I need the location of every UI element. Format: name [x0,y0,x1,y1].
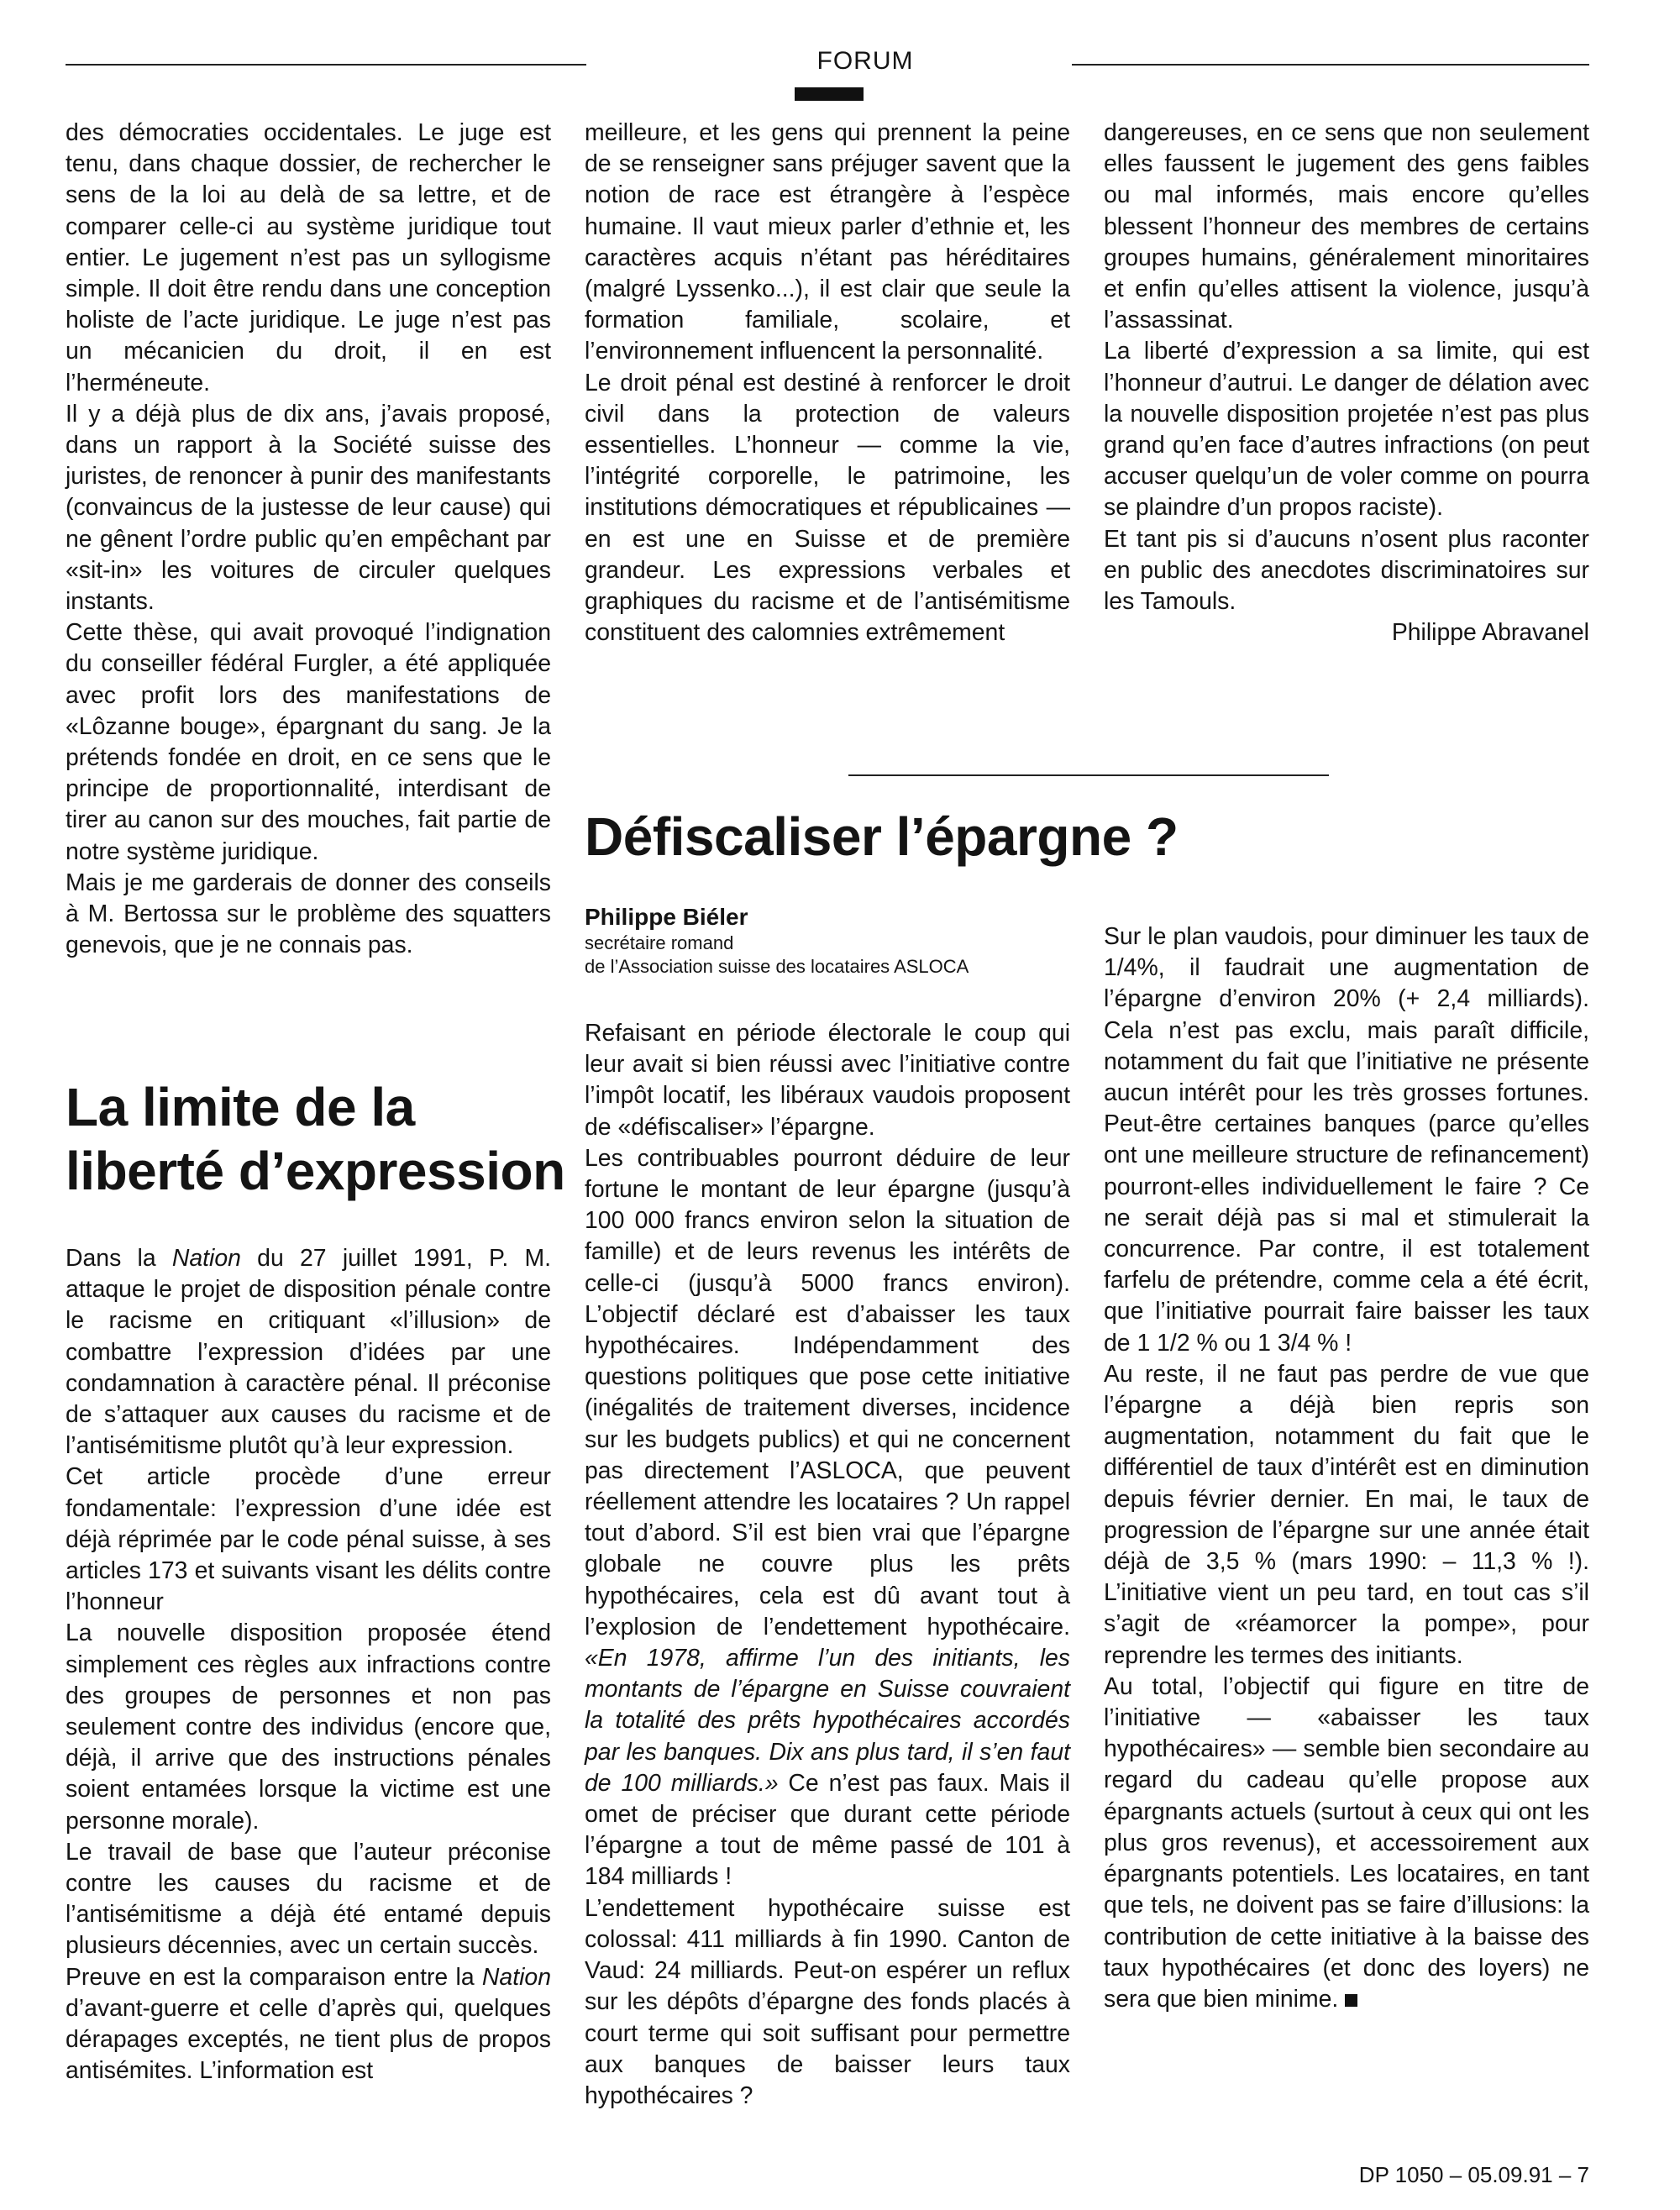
article1-col2 [585,118,1070,648]
author-organization: de l’Association suisse des locataires ASLOCA [585,956,969,977]
author-role: secrétaire romand [585,932,734,953]
paragraph: Preuve en est la comparaison entre la Nation d’avant-guerre et celle d’après qui, quelques dérapages exceptés, ne tient plus de propos antisémites. L’information est [66,1963,551,2085]
paragraph: Le travail de base que l’auteur préconise contre les causes du racisme et de l’antisémitisme a déjà été entamé depuis plusieurs décennies, avec un certain succès. [66,1838,551,1960]
paragraph: meilleure, et les gens qui prennent la peine de se renseigner sans préjuger savent que la notion de race est étrangère à l’espèce humaine. Il vaut mieux parler d’ethnie et, les caractères acquis n’étant pas héréditaires (malgré Lyssenko...), il est clair que seule la formation familiale, scolaire, et l’environnement influencent la personnalité. [585,119,1070,365]
paragraph: Refaisant en période électorale le coup qui leur avait si bien réussi avec l’initiative contre l’impôt locatif, les libéraux vaudois proposent de «défiscaliser» l’épargne. [585,1020,1070,1141]
paragraph: des démocraties occidentales. Le juge est tenu, dans chaque dossier, de rechercher le sens de la loi au delà de sa lettre, et de comparer celle-ci au système juridique tout entier. Le jugement n’est pas un syllogisme simple. Il doit être rendu dans une conception holiste de l’acte juridique. Le juge n’est pas un mécanicien du droit, il en est l’herméneute. [66,119,551,396]
paragraph: Au total, l’objectif qui figure en titre de l’initiative — «abaisser les taux hypothécaires» — semble bien secondaire au regard du cadeau qu’elle propose aux épargnants actuels (surtout à ceux qui ont les plus gros revenus), et accessoirement aux épargnants potentiels. Les locataires, en tant que tels, ne doivent pas se faire d’illusions: la contribution de cette initiative à la baisse des taux hypothécaires (et donc des loyers) ne sera que bien minime. [1104,1672,1589,2013]
paragraph: Dans la Nation du 27 juillet 1991, P. M. attaque le projet de disposition pénale contre le racisme en critiquant «l’illusion» de combattre l’expression d’idées par une condamnation à caractère pénal. Il préconise de s’attaquer aux causes du racisme et de l’antisémitisme plutôt qu’à leur expression. [66,1245,551,1460]
paragraph: La nouvelle disposition proposée étend simplement ces règles aux infractions contre des groupes de personnes et non pas seulement contre des individus (encore que, déjà, il arrive que des instructions pénales soient entamées lorsque la victime est une personne morale). [66,1619,551,1835]
article2-title: Défiscaliser l’épargne ? [585,806,1179,867]
end-mark [1345,1994,1357,2007]
paragraph: Et tant pis si d’aucuns n’osent plus raconter en public des anecdotes discriminatoires sur les Tamouls. [1104,525,1589,616]
paragraph: Au reste, il ne faut pas perdre de vue que l’épargne a déjà bien repris son augmentation, notamment du fait que le différentiel de taux d’intérêt est en diminution depuis février dernier. En mai, le taux de progression de l’épargne sur une année était déjà de 3,5 % (mars 1990: – 11,3 % !). L’initiative vient un peu tard, en tout cas s’il s’agit de «réamorcer la pompe», pour reprendre les termes des initiants. [1104,1360,1589,1669]
article2-divider [848,774,1329,776]
paragraph: Cet article procède d’une erreur fondamentale: l’expression d’une idée est déjà réprimée par le code pénal suisse, à ses articles 173 et suivants visant les délits contre l’honneur [66,1463,551,1616]
header-rule-right [1072,64,1589,66]
header-rule-left [66,64,586,66]
paragraph: Cette thèse, qui avait provoqué l’indignation du conseiller fédéral Furgler, a été appliquée avec profit lors des manifestations de «Lôzanne bouge», épargnant du sang. Je la prétends fondée en droit, en ce sens que le principe de proportionnalité, interdisant de tirer au canon sur des mouches, fait partie de notre système juridique. [66,619,551,865]
author-name: Philippe Biéler [585,904,748,930]
article2-byline [585,903,1070,979]
quote: «En 1978, affirme l’un des initiants, les montants de l’épargne en Suisse couvraient la totalité des prêts hypothécaires accordés par les banques. Dix ans plus tard, il s’en faut de 100 milliards.» [585,1645,1070,1797]
article2-col3 [1104,921,1589,2015]
section-label: FORUM [816,47,914,75]
header-marker [795,87,864,101]
paragraph: dangereuses, en ce sens que non seulement elles faussent le jugement des gens faibles ou mal informés, mais encore qu’elles blessent l’honneur des membres de certains groupes humains, généralement minoritaires et enfin qu’elles attisent la violence, jusqu’à l’assassinat. [1104,119,1589,334]
article2-col2 [585,1018,1070,2112]
page-footer: DP 1050 – 05.09.91 – 7 [1358,2162,1589,2187]
article1-title: La limite de la liberté d’expression [66,1077,565,1201]
paragraph: Mais je me garderais de donner des conseils à M. Bertossa sur le problème des squatters genevois, que je ne connais pas. [66,869,551,959]
article1-col3 [1104,118,1589,648]
paragraph: Il y a déjà plus de dix ans, j’avais proposé, dans un rapport à la Société suisse des juristes, de renoncer à punir des manifestants (convaincus de la justesse de leur cause) qui ne gênent l’ordre public qu’en empêchant par «sit-in» les voitures de circuler quelques instants. [66,400,551,616]
article1-col1-top [66,118,551,961]
paragraph: Les contribuables pourront déduire de leur fortune le montant de leur épargne (jusqu’à 100 000 francs environ selon la situation de famille) et de leurs revenus les intérêts de celle-ci (jusqu’à 5000 francs environ). L’objectif déclaré est d’abaisser les taux hypothécaires. Indépendamment des questions politiques que pose cette initiative (inégalités de traitement diverses, incidence sur les budgets publics) et qui ne concernent pas directement l’ASLOCA, que peuvent réellement attendre les locataires ? Un rappel tout d’abord. S’il est bien vrai que l’épargne globale ne couvre plus les prêts hypothécaires, cela est dû avant tout à l’explosion de l’endettement hypothécaire. «En 1978, affirme l’un des initiants, les montants de l’épargne en Suisse couvraient la totalité des prêts hypothécaires accordés par les banques. Dix ans plus tard, il s’en faut de 100 milliards.» Ce n’est pas faux. Mais il omet de préciser que durant cette période l’épargne a tout de même passé de 101 à 184 milliards ! [585,1144,1070,1891]
paragraph: La liberté d’expression a sa limite, qui est l’honneur d’autrui. Le danger de délation avec la nouvelle disposition projetée n’est pas plus grand qu’en face d’autres infractions (on peut accuser quelqu’un de voler comme on pourra se plaindre d’un propos raciste). [1104,338,1589,522]
paragraph: L’endettement hypothécaire suisse est colossal: 411 milliards à fin 1990. Canton de Vaud: 24 milliards. Peut-on espérer un reflux sur les dépôts d’épargne des fonds placés à court terme qui soit suffisant pour permettre aux banques de baisser leurs taux hypothécaires ? [585,1894,1070,2109]
paragraph: Sur le plan vaudois, pour diminuer les taux de 1/4%, il faudrait une augmentation de l’épargne d’environ 20% (+ 2,4 milliards). Cela n’est pas exclu, mais paraît difficile, notamment du fait que l’initiative ne présente aucun intérêt pour les très grosses fortunes. Peut-être certaines banques (parce qu’elles ont une meilleure structure de refinancement) pourront-elles individuellement le faire ? Ce ne serait déjà pas si mal et stimulerait la concurrence. Par contre, il est totalement farfelu de prétendre, comme cela a été écrit, que l’initiative pourrait faire baisser les taux de 1 1/2 % ou 1 3/4 % ! [1104,923,1589,1357]
paragraph: Le droit pénal est destiné à renforcer le droit civil dans la protection de valeurs essentielles. L’honneur — comme la vie, l’intégrité corporelle, le patrimoine, les institutions démocratiques et républicaines — en est une en Suisse et de première grandeur. Les expressions verbales et graphiques du racisme et de l’antisémitisme constituent des calomnies extrêmement [585,369,1070,647]
article1-col1-body [66,1243,551,2087]
article1-signature: Philippe Abravanel [1391,619,1589,647]
